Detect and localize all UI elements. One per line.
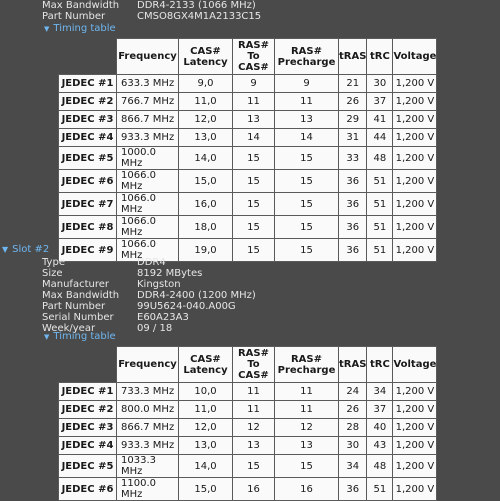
info-row xyxy=(42,290,256,301)
voltage-cell: 1,200 V xyxy=(393,111,437,129)
trc-cell: 48 xyxy=(367,455,393,478)
frequency-cell: 733.3 MHz xyxy=(117,383,179,401)
jedec-name-cell: JEDEC #6 xyxy=(59,170,117,193)
info-key: Serial Number xyxy=(42,312,114,323)
frequency-cell: 866.7 MHz xyxy=(117,111,179,129)
tras-cell: 21 xyxy=(339,75,367,93)
jedec-name-cell: JEDEC #2 xyxy=(59,401,117,419)
voltage-cell: 1,200 V xyxy=(393,193,437,216)
trc-cell: 41 xyxy=(367,111,393,129)
voltage-cell: 1,200 V xyxy=(393,170,437,193)
ras-precharge-cell: 15 xyxy=(275,239,339,262)
ras-to-cas-cell: 15 xyxy=(233,216,275,239)
voltage-cell: 1,200 V xyxy=(393,239,437,262)
jedec-name-cell: JEDEC #1 xyxy=(59,383,117,401)
cas-latency-cell: 15,0 xyxy=(179,478,233,501)
frequency-cell: 1066.0 MHz xyxy=(117,239,179,262)
jedec-name-cell: JEDEC #1 xyxy=(59,75,117,93)
info-value: DDR4-2400 (1200 MHz) xyxy=(137,290,256,301)
slot2-toggle[interactable] xyxy=(2,244,49,256)
timing-table-label: Timing table xyxy=(53,23,116,34)
info-value: DDR4-2133 (1066 MHz) xyxy=(137,0,256,11)
ras-precharge-cell: 15 xyxy=(275,170,339,193)
slot2-timing-table xyxy=(58,346,437,501)
info-row xyxy=(42,279,256,290)
cas-latency-cell: 19,0 xyxy=(179,239,233,262)
header-cas-latency: CAS# Latency xyxy=(179,39,233,75)
ras-precharge-cell: 11 xyxy=(275,401,339,419)
frequency-cell: 633.3 MHz xyxy=(117,75,179,93)
frequency-cell: 1033.3 MHz xyxy=(117,455,179,478)
voltage-cell: 1,200 V xyxy=(393,93,437,111)
header-tras: tRAS xyxy=(339,347,367,383)
info-key: Week/year xyxy=(42,323,96,334)
ras-to-cas-cell: 11 xyxy=(233,383,275,401)
ras-precharge-cell: 16 xyxy=(275,478,339,501)
chevron-down-icon: ▼ xyxy=(2,245,9,254)
frequency-cell: 1066.0 MHz xyxy=(117,193,179,216)
ras-precharge-cell: 14 xyxy=(275,129,339,147)
cas-latency-cell: 13,0 xyxy=(179,129,233,147)
voltage-cell: 1,200 V xyxy=(393,437,437,455)
header-blank xyxy=(59,39,117,75)
slot2-timing-table-toggle[interactable] xyxy=(44,331,116,343)
jedec-name-cell: JEDEC #5 xyxy=(59,455,117,478)
voltage-cell: 1,200 V xyxy=(393,383,437,401)
trc-cell: 51 xyxy=(367,239,393,262)
voltage-cell: 1,200 V xyxy=(393,75,437,93)
ras-to-cas-cell: 15 xyxy=(233,170,275,193)
ras-to-cas-cell: 11 xyxy=(233,401,275,419)
voltage-cell: 1,200 V xyxy=(393,455,437,478)
slot1-timing-table xyxy=(58,38,437,262)
ras-to-cas-cell: 15 xyxy=(233,193,275,216)
tras-cell: 28 xyxy=(339,419,367,437)
info-row xyxy=(42,11,261,22)
info-key: Manufacturer xyxy=(42,279,109,290)
info-key: Size xyxy=(42,268,63,279)
tras-cell: 34 xyxy=(339,455,367,478)
header-voltage: Voltage xyxy=(393,39,437,75)
frequency-cell: 1066.0 MHz xyxy=(117,170,179,193)
info-value: DDR4 xyxy=(137,257,166,268)
slot2-info xyxy=(42,257,256,334)
info-key: Part Number xyxy=(42,301,106,312)
info-row xyxy=(42,268,256,279)
cas-latency-cell: 14,0 xyxy=(179,147,233,170)
header-ras-to-cas: RAS# To CAS# xyxy=(233,347,275,383)
ras-to-cas-cell: 12 xyxy=(233,419,275,437)
cas-latency-cell: 15,0 xyxy=(179,170,233,193)
tras-cell: 36 xyxy=(339,216,367,239)
header-trc: tRC xyxy=(367,347,393,383)
ras-to-cas-cell: 15 xyxy=(233,239,275,262)
voltage-cell: 1,200 V xyxy=(393,147,437,170)
jedec-name-cell: JEDEC #4 xyxy=(59,437,117,455)
ras-to-cas-cell: 14 xyxy=(233,129,275,147)
header-ras-precharge: RAS# Precharge xyxy=(275,39,339,75)
ras-to-cas-cell: 15 xyxy=(233,147,275,170)
header-voltage: Voltage xyxy=(393,347,437,383)
header-frequency: Frequency xyxy=(117,39,179,75)
cas-latency-cell: 14,0 xyxy=(179,455,233,478)
timing-table-label: Timing table xyxy=(53,331,116,342)
jedec-name-cell: JEDEC #8 xyxy=(59,216,117,239)
tras-cell: 36 xyxy=(339,478,367,501)
ras-precharge-cell: 9 xyxy=(275,75,339,93)
chevron-down-icon: ▼ xyxy=(44,333,50,341)
table-header-row xyxy=(59,347,437,383)
cas-latency-cell: 11,0 xyxy=(179,401,233,419)
header-tras: tRAS xyxy=(339,39,367,75)
header-ras-to-cas: RAS# To CAS# xyxy=(233,39,275,75)
trc-cell: 37 xyxy=(367,401,393,419)
info-value: 99U5624-040.A00G xyxy=(137,301,236,312)
frequency-cell: 933.3 MHz xyxy=(117,129,179,147)
trc-cell: 44 xyxy=(367,129,393,147)
jedec-name-cell: JEDEC #5 xyxy=(59,147,117,170)
ras-to-cas-cell: 15 xyxy=(233,455,275,478)
frequency-cell: 1100.0 MHz xyxy=(117,478,179,501)
voltage-cell: 1,200 V xyxy=(393,401,437,419)
trc-cell: 51 xyxy=(367,193,393,216)
ras-to-cas-cell: 13 xyxy=(233,111,275,129)
header-trc: tRC xyxy=(367,39,393,75)
header-cas-latency: CAS# Latency xyxy=(179,347,233,383)
ras-precharge-cell: 15 xyxy=(275,147,339,170)
table-row xyxy=(59,193,437,216)
trc-cell: 34 xyxy=(367,383,393,401)
table-row xyxy=(59,419,437,437)
tras-cell: 26 xyxy=(339,93,367,111)
cas-latency-cell: 16,0 xyxy=(179,193,233,216)
table-row xyxy=(59,111,437,129)
tras-cell: 36 xyxy=(339,193,367,216)
table-header-row xyxy=(59,39,437,75)
ras-precharge-cell: 13 xyxy=(275,111,339,129)
table-row xyxy=(59,75,437,93)
info-key: Max Bandwidth xyxy=(42,0,120,11)
chevron-down-icon: ▼ xyxy=(44,25,50,33)
table-row xyxy=(59,401,437,419)
header-blank xyxy=(59,347,117,383)
trc-cell: 51 xyxy=(367,170,393,193)
info-key: Max Bandwidth xyxy=(42,290,120,301)
cas-latency-cell: 13,0 xyxy=(179,437,233,455)
frequency-cell: 933.3 MHz xyxy=(117,437,179,455)
frequency-cell: 800.0 MHz xyxy=(117,401,179,419)
info-value: E60A23A3 xyxy=(137,312,189,323)
table-row xyxy=(59,93,437,111)
header-ras-precharge: RAS# Precharge xyxy=(275,347,339,383)
frequency-cell: 1066.0 MHz xyxy=(117,216,179,239)
ras-precharge-cell: 12 xyxy=(275,419,339,437)
trc-cell: 37 xyxy=(367,93,393,111)
voltage-cell: 1,200 V xyxy=(393,216,437,239)
ras-precharge-cell: 13 xyxy=(275,437,339,455)
header-frequency: Frequency xyxy=(117,347,179,383)
ras-to-cas-cell: 11 xyxy=(233,93,275,111)
table-row xyxy=(59,170,437,193)
frequency-cell: 866.7 MHz xyxy=(117,419,179,437)
tras-cell: 31 xyxy=(339,129,367,147)
table-row xyxy=(59,478,437,501)
ras-precharge-cell: 11 xyxy=(275,383,339,401)
jedec-name-cell: JEDEC #2 xyxy=(59,93,117,111)
info-value: 8192 MBytes xyxy=(137,268,203,279)
tras-cell: 36 xyxy=(339,170,367,193)
table-row xyxy=(59,129,437,147)
trc-cell: 30 xyxy=(367,75,393,93)
info-key: Part Number xyxy=(42,11,106,22)
ras-to-cas-cell: 16 xyxy=(233,478,275,501)
ras-precharge-cell: 15 xyxy=(275,193,339,216)
tras-cell: 29 xyxy=(339,111,367,129)
info-value: Kingston xyxy=(137,279,181,290)
info-row xyxy=(42,0,261,11)
jedec-name-cell: JEDEC #6 xyxy=(59,478,117,501)
ras-to-cas-cell: 13 xyxy=(233,437,275,455)
jedec-name-cell: JEDEC #3 xyxy=(59,111,117,129)
info-row xyxy=(42,312,256,323)
table-row xyxy=(59,216,437,239)
voltage-cell: 1,200 V xyxy=(393,129,437,147)
ras-to-cas-cell: 9 xyxy=(233,75,275,93)
tras-cell: 36 xyxy=(339,239,367,262)
cas-latency-cell: 10,0 xyxy=(179,383,233,401)
voltage-cell: 1,200 V xyxy=(393,478,437,501)
trc-cell: 43 xyxy=(367,437,393,455)
tras-cell: 33 xyxy=(339,147,367,170)
jedec-name-cell: JEDEC #3 xyxy=(59,419,117,437)
info-value: CMSO8GX4M1A2133C15 xyxy=(137,11,262,22)
table-row xyxy=(59,437,437,455)
trc-cell: 51 xyxy=(367,478,393,501)
ras-precharge-cell: 11 xyxy=(275,93,339,111)
slot1-timing-table-toggle[interactable] xyxy=(44,23,116,35)
voltage-cell: 1,200 V xyxy=(393,419,437,437)
tras-cell: 24 xyxy=(339,383,367,401)
cas-latency-cell: 9,0 xyxy=(179,75,233,93)
table-row xyxy=(59,383,437,401)
frequency-cell: 1000.0 MHz xyxy=(117,147,179,170)
slot1-info xyxy=(42,0,261,22)
ras-precharge-cell: 15 xyxy=(275,455,339,478)
slot-title: Slot #2 xyxy=(12,244,50,255)
info-row xyxy=(42,301,256,312)
info-value: 09 / 18 xyxy=(137,323,173,334)
cas-latency-cell: 12,0 xyxy=(179,111,233,129)
trc-cell: 51 xyxy=(367,216,393,239)
tras-cell: 26 xyxy=(339,401,367,419)
table-row xyxy=(59,147,437,170)
cas-latency-cell: 12,0 xyxy=(179,419,233,437)
trc-cell: 48 xyxy=(367,147,393,170)
frequency-cell: 766.7 MHz xyxy=(117,93,179,111)
table-row xyxy=(59,455,437,478)
ras-precharge-cell: 15 xyxy=(275,216,339,239)
jedec-name-cell: JEDEC #9 xyxy=(59,239,117,262)
cas-latency-cell: 11,0 xyxy=(179,93,233,111)
jedec-name-cell: JEDEC #4 xyxy=(59,129,117,147)
jedec-name-cell: JEDEC #7 xyxy=(59,193,117,216)
cas-latency-cell: 18,0 xyxy=(179,216,233,239)
info-row xyxy=(42,257,256,268)
trc-cell: 40 xyxy=(367,419,393,437)
tras-cell: 30 xyxy=(339,437,367,455)
info-key: Type xyxy=(42,257,65,268)
